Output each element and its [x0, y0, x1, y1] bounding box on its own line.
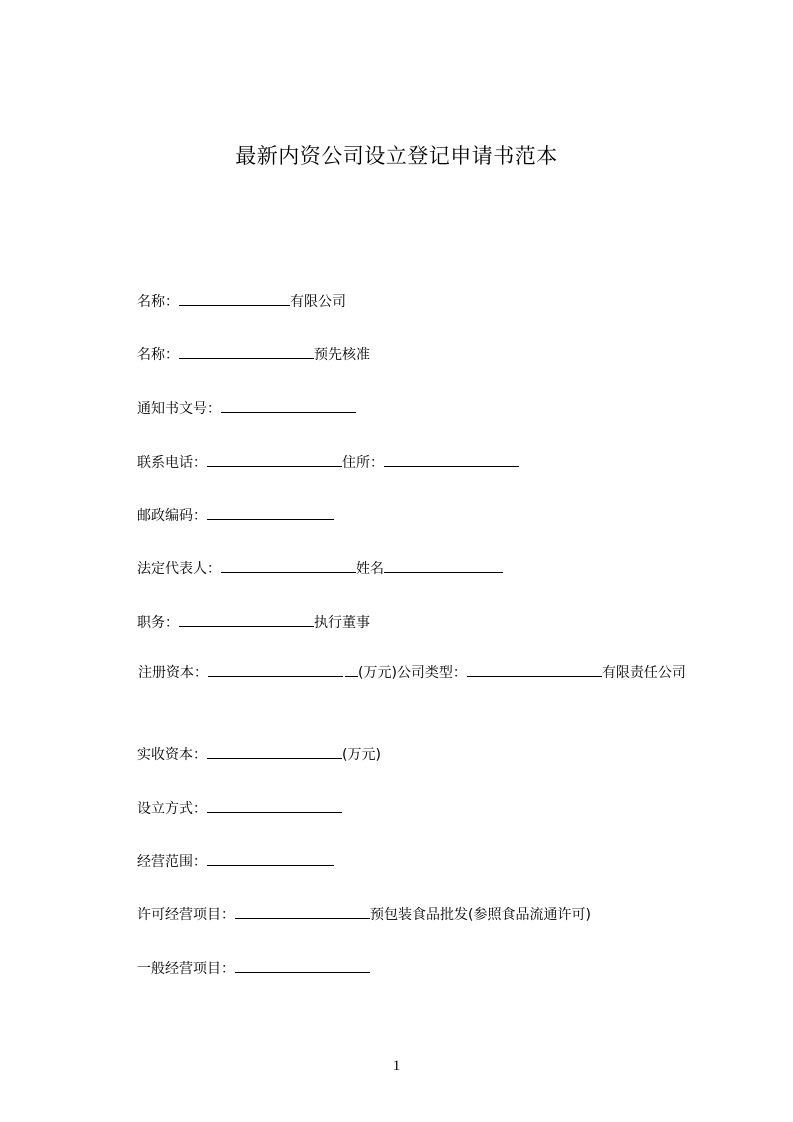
business-scope-blank[interactable] [207, 850, 334, 866]
business-scope-line [137, 850, 334, 872]
establish-method-line [137, 797, 342, 819]
general-items-label: 一般经营项目： [137, 961, 235, 977]
general-items-line [137, 957, 370, 979]
pre-approval-name-blank[interactable] [179, 343, 314, 359]
pre-approval-name-suffix: 预先核准 [314, 347, 370, 363]
phone-label: 联系电话： [137, 455, 207, 471]
legal-rep-blank[interactable] [221, 557, 356, 573]
legal-rep-name-blank[interactable] [384, 557, 503, 573]
position-blank[interactable] [179, 611, 314, 627]
business-scope-label: 经营范围： [137, 854, 207, 870]
notice-number-line [137, 397, 356, 419]
notice-number-blank[interactable] [221, 397, 356, 413]
position-label: 职务： [137, 615, 179, 631]
notice-number-label: 通知书文号： [137, 401, 221, 417]
legal-rep-line [137, 557, 503, 579]
paid-capital-line [137, 743, 381, 765]
postal-code-label: 邮政编码： [137, 508, 207, 524]
registered-capital-blank-2[interactable] [345, 661, 358, 677]
registered-capital-unit: (万元) [358, 665, 397, 681]
postal-code-line [137, 504, 334, 526]
general-items-blank[interactable] [235, 957, 370, 973]
pre-approval-name-label: 名称： [137, 347, 179, 363]
address-blank[interactable] [384, 451, 519, 467]
postal-code-blank[interactable] [207, 504, 334, 520]
company-name-blank[interactable] [179, 290, 290, 306]
company-type-label: 公司类型： [396, 665, 467, 681]
company-type-value: 有限责任公司 [601, 665, 686, 681]
contact-line [137, 451, 519, 473]
licensed-items-label: 许可经营项目： [137, 907, 235, 923]
paid-capital-blank[interactable] [207, 743, 342, 759]
registered-capital-label: 注册资本： [138, 665, 208, 681]
paid-capital-label: 实收资本： [137, 747, 207, 763]
company-name-label: 名称： [137, 294, 179, 310]
position-line [137, 611, 370, 633]
company-type-blank[interactable] [467, 661, 602, 677]
establish-method-blank[interactable] [207, 797, 342, 813]
page-title: 最新内资公司设立登记申请书范本 [235, 144, 558, 168]
phone-blank[interactable] [207, 451, 342, 467]
company-name-line [137, 290, 346, 312]
establish-method-label: 设立方式： [137, 801, 207, 817]
company-name-suffix: 有限公司 [290, 294, 346, 310]
licensed-items-suffix: 预包装食品批发(参照食品流通许可) [370, 907, 591, 923]
registered-capital-blank[interactable] [208, 661, 343, 677]
pre-approval-name-line [137, 343, 370, 365]
legal-rep-name-label: 姓名 [356, 561, 384, 577]
paid-capital-unit: (万元) [342, 747, 381, 763]
licensed-items-line [137, 903, 591, 925]
page-number: 1 [392, 1058, 401, 1074]
registered-capital-line [105, 660, 705, 687]
address-label: 住所： [342, 455, 384, 471]
legal-rep-label: 法定代表人： [137, 561, 221, 577]
licensed-items-blank[interactable] [235, 903, 370, 919]
position-suffix: 执行董事 [314, 615, 370, 631]
